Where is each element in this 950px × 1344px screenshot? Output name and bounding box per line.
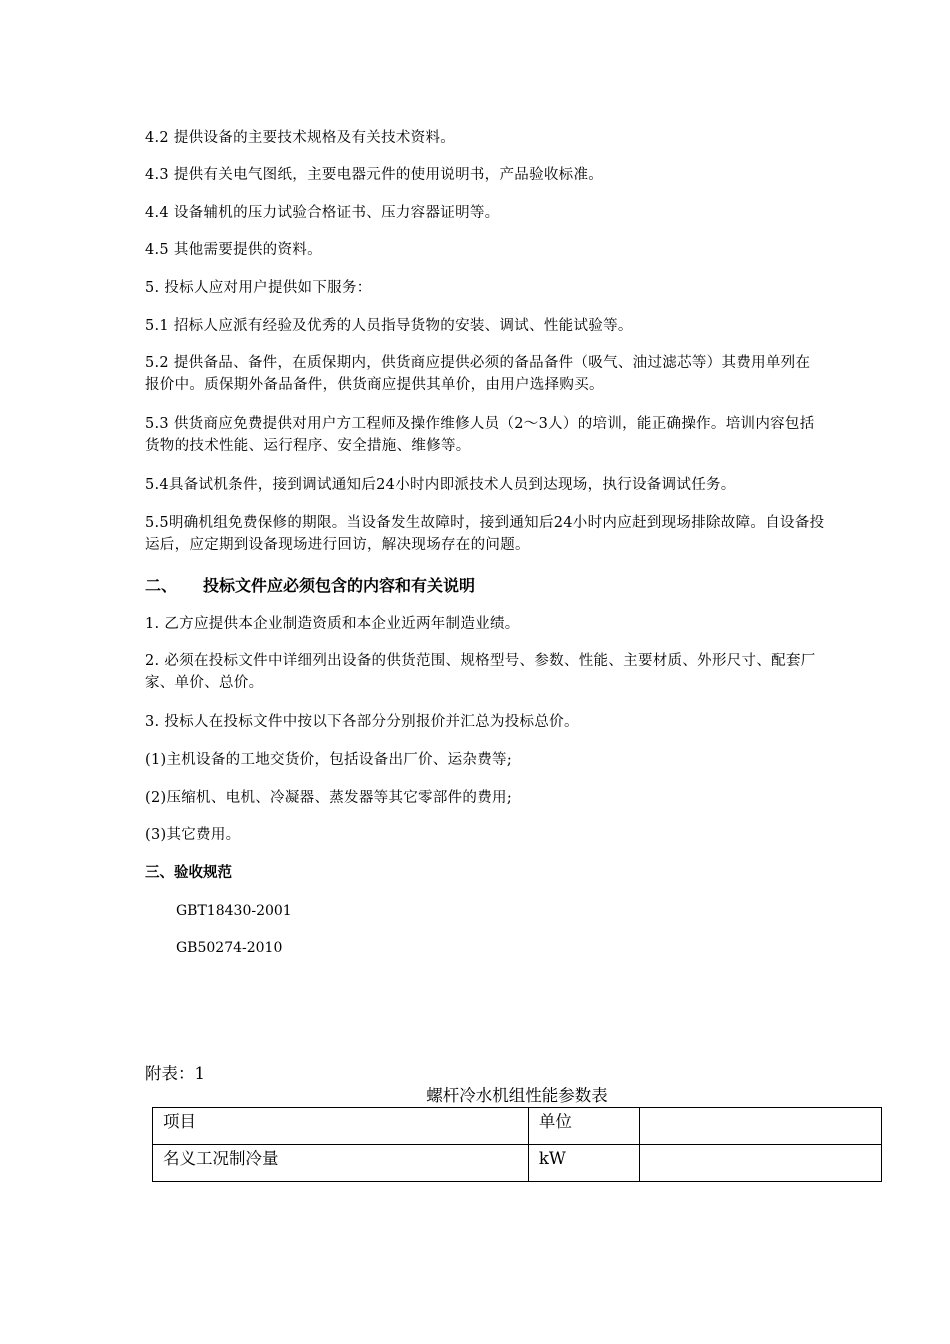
paragraph-5: 5. 投标人应对用户提供如下服务：	[145, 280, 372, 296]
table-cell: 项目	[153, 1108, 529, 1145]
table-cell: 名义工况制冷量	[153, 1145, 529, 1182]
paragraph-4-2: 4.2 提供设备的主要技术规格及有关技术资料。	[145, 130, 456, 146]
paragraph-5-3: 5.3 供货商应免费提供对用户方工程师及操作维修人员（2～3人）的培训，能正确操作。培训内容包括货物的技术性能、运行程序、安全措施、维修等。	[145, 416, 815, 454]
section-2-title: 投标文件应必须包含的内容和有关说明	[203, 576, 476, 595]
section-2-number: 二、	[145, 576, 178, 595]
section-2-heading	[145, 574, 825, 598]
paragraph-5-5: 5.5明确机组免费保修的期限。当设备发生故障时，接到通知后24小时内应赶到现场排除故障。自设备投运后，应定期到设备现场进行回访，解决现场存在的问题。	[145, 515, 825, 553]
standard-item: GB50274-2010	[176, 940, 283, 956]
paragraph-4-4: 4.4 设备辅机的压力试验合格证书、压力容器证明等。	[145, 205, 500, 221]
section-2-item-2: 2. 必须在投标文件中详细列出设备的供货范围、规格型号、参数、性能、主要材质、外形尺寸、配套厂家、单价、总价。	[145, 653, 816, 691]
performance-parameter-table	[152, 1107, 882, 1182]
standard-item: GBT18430-2001	[176, 903, 292, 919]
paragraph-5-2: 5.2 提供备品、备件，在质保期内，供货商应提供必须的备品备件（吸气、油过滤芯等）其费用单列在报价中。质保期外备品备件，供货商应提供其单价，由用户选择购买。	[145, 355, 811, 393]
section-2-subitem-1: (1)主机设备的工地交货价，包括设备出厂价、运杂费等;	[145, 752, 513, 768]
section-3-heading: 三、验收规范	[145, 865, 232, 881]
table-row	[153, 1108, 882, 1145]
table-cell: 单位	[528, 1108, 639, 1145]
table-title: 螺杆冷水机组性能参数表	[426, 1086, 608, 1105]
section-2-item-1: 1. 乙方应提供本企业制造资质和本企业近两年制造业绩。	[145, 616, 520, 632]
paragraph-4-5: 4.5 其他需要提供的资料。	[145, 242, 322, 258]
table-cell: kW	[528, 1145, 639, 1182]
table-row	[153, 1145, 882, 1182]
paragraph-4-3: 4.3 提供有关电气图纸，主要电器元件的使用说明书，产品验收标准。	[145, 167, 604, 183]
table-cell	[639, 1108, 881, 1145]
section-2-item-3: 3. 投标人在投标文件中按以下各部分分别报价并汇总为投标总价。	[145, 714, 579, 730]
section-2-subitem-2: (2)压缩机、电机、冷凝器、蒸发器等其它零部件的费用;	[145, 790, 513, 806]
table-cell	[639, 1145, 881, 1182]
paragraph-5-1: 5.1 招标人应派有经验及优秀的人员指导货物的安装、调试、性能试验等。	[145, 318, 633, 334]
paragraph-5-4: 5.4具备试机条件，接到调试通知后24小时内即派技术人员到达现场，执行设备调试任务。	[145, 477, 736, 493]
section-2-subitem-3: (3)其它费用。	[145, 827, 241, 843]
appendix-label: 附表：1	[145, 1064, 205, 1083]
